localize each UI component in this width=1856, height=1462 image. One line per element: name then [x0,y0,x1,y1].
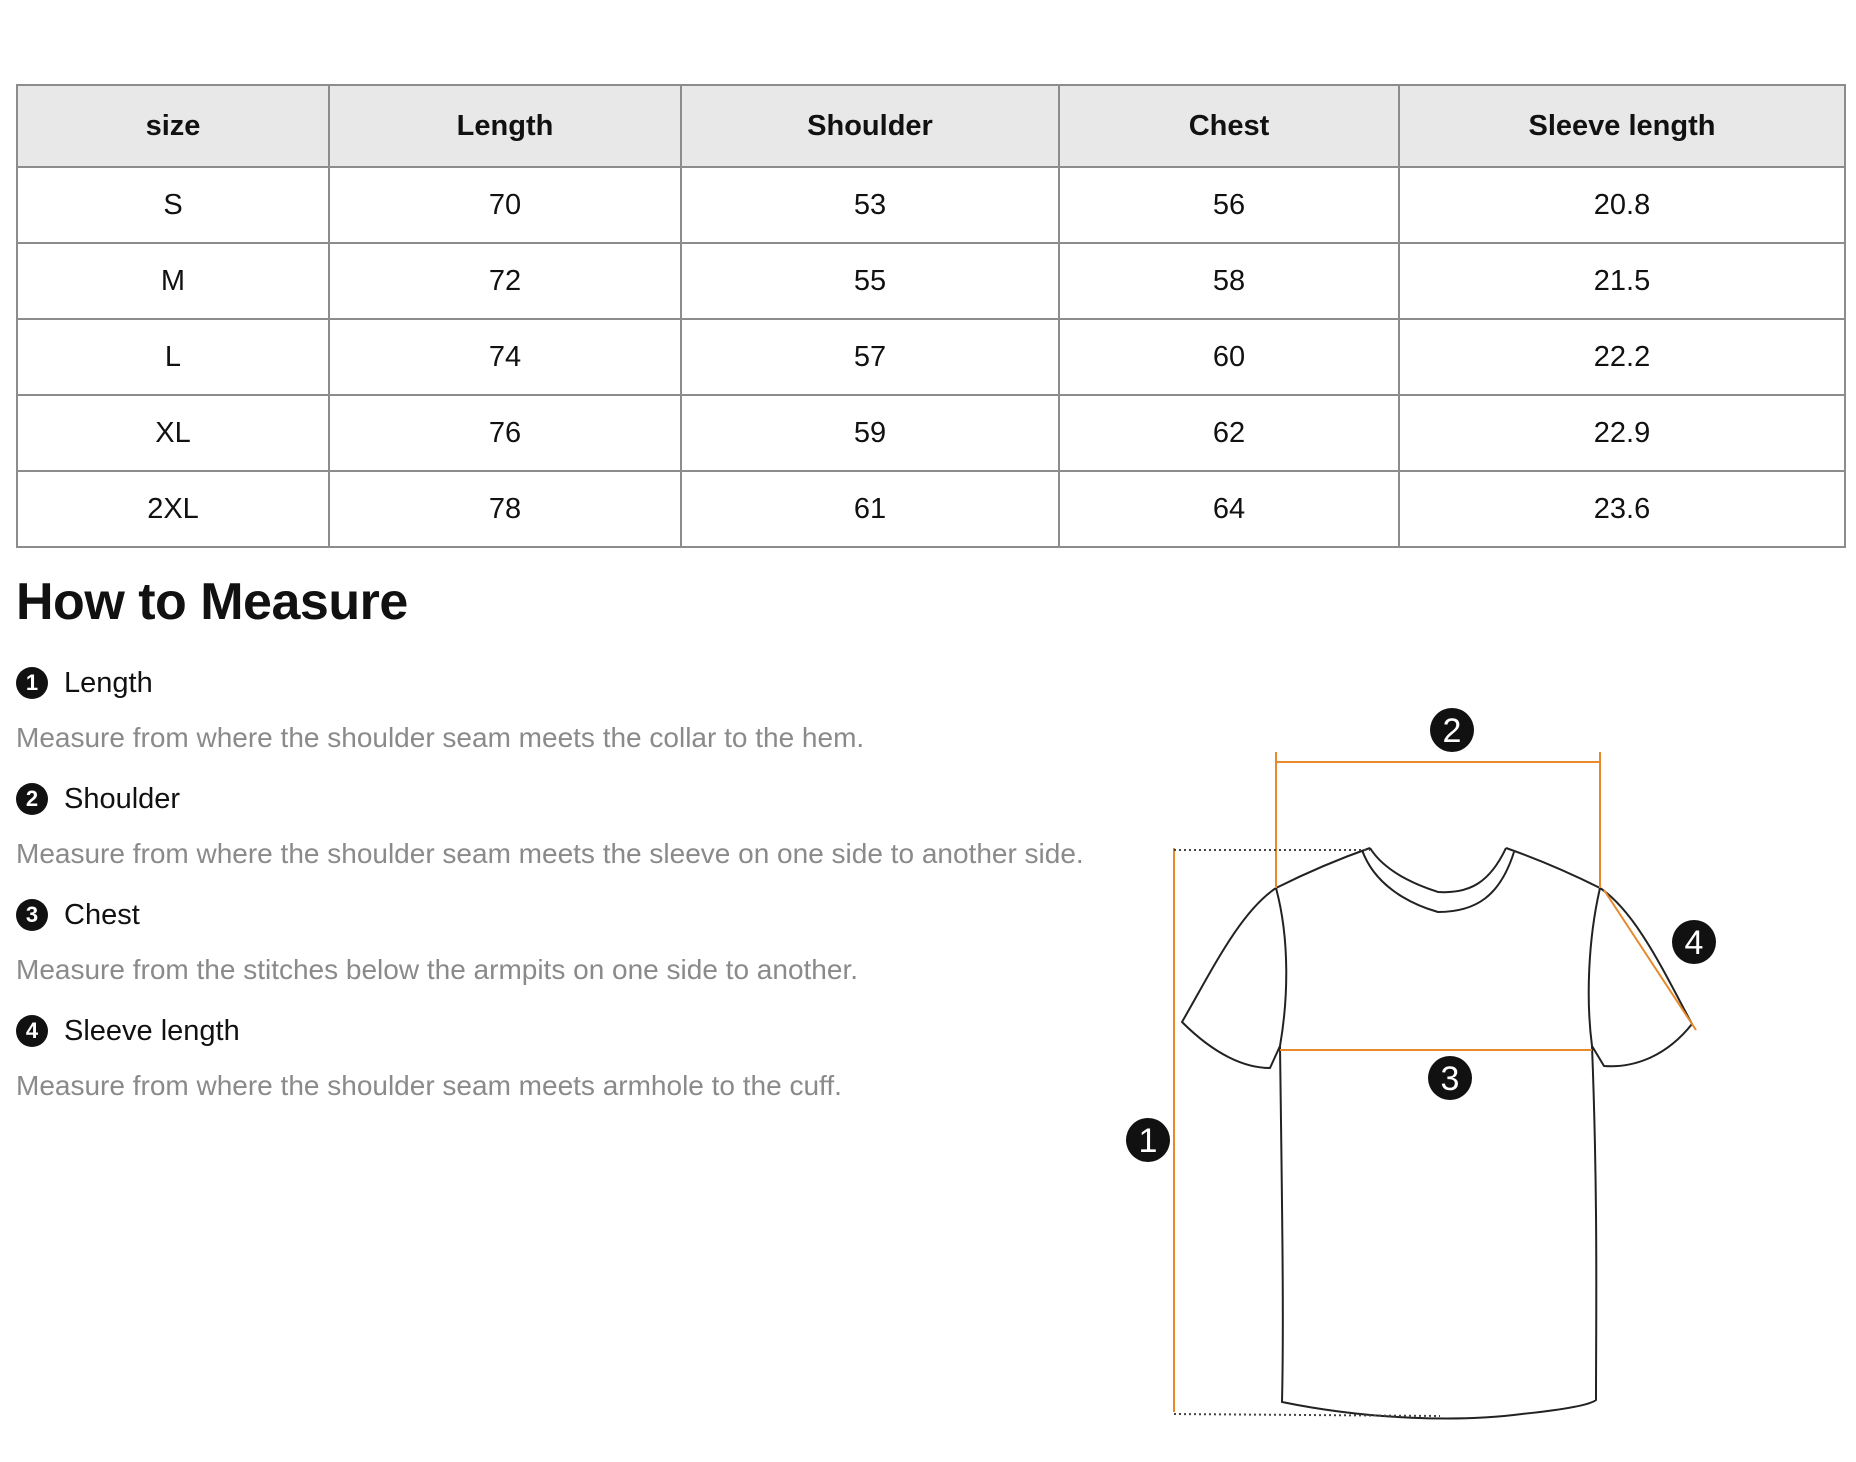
svg-text:1: 1 [1138,1122,1158,1160]
item-label: Shoulder [64,782,181,815]
header-chest: Chest [1059,85,1399,167]
table-cell: 23.6 [1399,471,1845,547]
table-cell: 22.2 [1399,319,1845,395]
table-cell: 70 [329,167,681,243]
table-cell: 2XL [17,471,329,547]
item-label: Length [64,666,153,699]
table-cell: 58 [1059,243,1399,319]
table-cell: L [17,319,329,395]
table-row [17,319,1845,395]
marker-2-icon [1430,708,1474,752]
table-cell: 74 [329,319,681,395]
table-cell: 22.9 [1399,395,1845,471]
table-cell: 72 [329,243,681,319]
number-badge: 3 [16,899,48,931]
table-cell: 20.8 [1399,167,1845,243]
svg-text:4: 4 [1684,924,1704,962]
table-cell: 60 [1059,319,1399,395]
table-cell: 55 [681,243,1059,319]
header-sleeve-length: Sleeve length [1399,85,1845,167]
item-description: Measure from the stitches below the armpits on one side to another. [16,954,859,985]
number-badge: 2 [16,783,48,815]
table-row [17,167,1845,243]
tshirt-outline-icon [1182,848,1692,1418]
list-item [16,780,1146,896]
table-cell: 76 [329,395,681,471]
svg-text:3: 3 [1440,1060,1460,1098]
table-row [17,243,1845,319]
header-length: Length [329,85,681,167]
table-cell: M [17,243,329,319]
table-cell: 61 [681,471,1059,547]
table-cell: 21.5 [1399,243,1845,319]
list-item [16,896,1146,1012]
table-cell: 64 [1059,471,1399,547]
table-cell: 62 [1059,395,1399,471]
item-description: Measure from where the shoulder seam meets the collar to the hem. [16,722,865,753]
svg-text:2: 2 [1442,712,1462,750]
item-description: Measure from where the shoulder seam meets armhole to the cuff. [16,1070,842,1101]
list-item [16,1012,1146,1128]
marker-1-icon [1126,1118,1170,1162]
header-size: size [17,85,329,167]
list-item [16,664,1146,780]
marker-3-icon [1428,1056,1472,1100]
table-cell: 56 [1059,167,1399,243]
table-cell: 78 [329,471,681,547]
table-row [17,395,1845,471]
item-label: Chest [64,898,140,931]
table-cell: 57 [681,319,1059,395]
page-title: How to Measure [16,573,408,631]
table-header-row [17,85,1845,167]
number-badge: 4 [16,1015,48,1047]
tshirt-measure-diagram [1100,700,1720,1430]
table-cell: 53 [681,167,1059,243]
item-description: Measure from where the shoulder seam meets the sleeve on one side to another side. [16,838,1084,869]
table-cell: S [17,167,329,243]
bottom-dotted-guide [1174,1414,1440,1416]
item-label: Sleeve length [64,1014,240,1047]
marker-4-icon [1672,920,1716,964]
table-cell: XL [17,395,329,471]
measure-instructions [16,664,1146,1128]
number-badge: 1 [16,667,48,699]
size-chart-table [16,84,1846,548]
header-shoulder: Shoulder [681,85,1059,167]
table-row [17,471,1845,547]
table-cell: 59 [681,395,1059,471]
